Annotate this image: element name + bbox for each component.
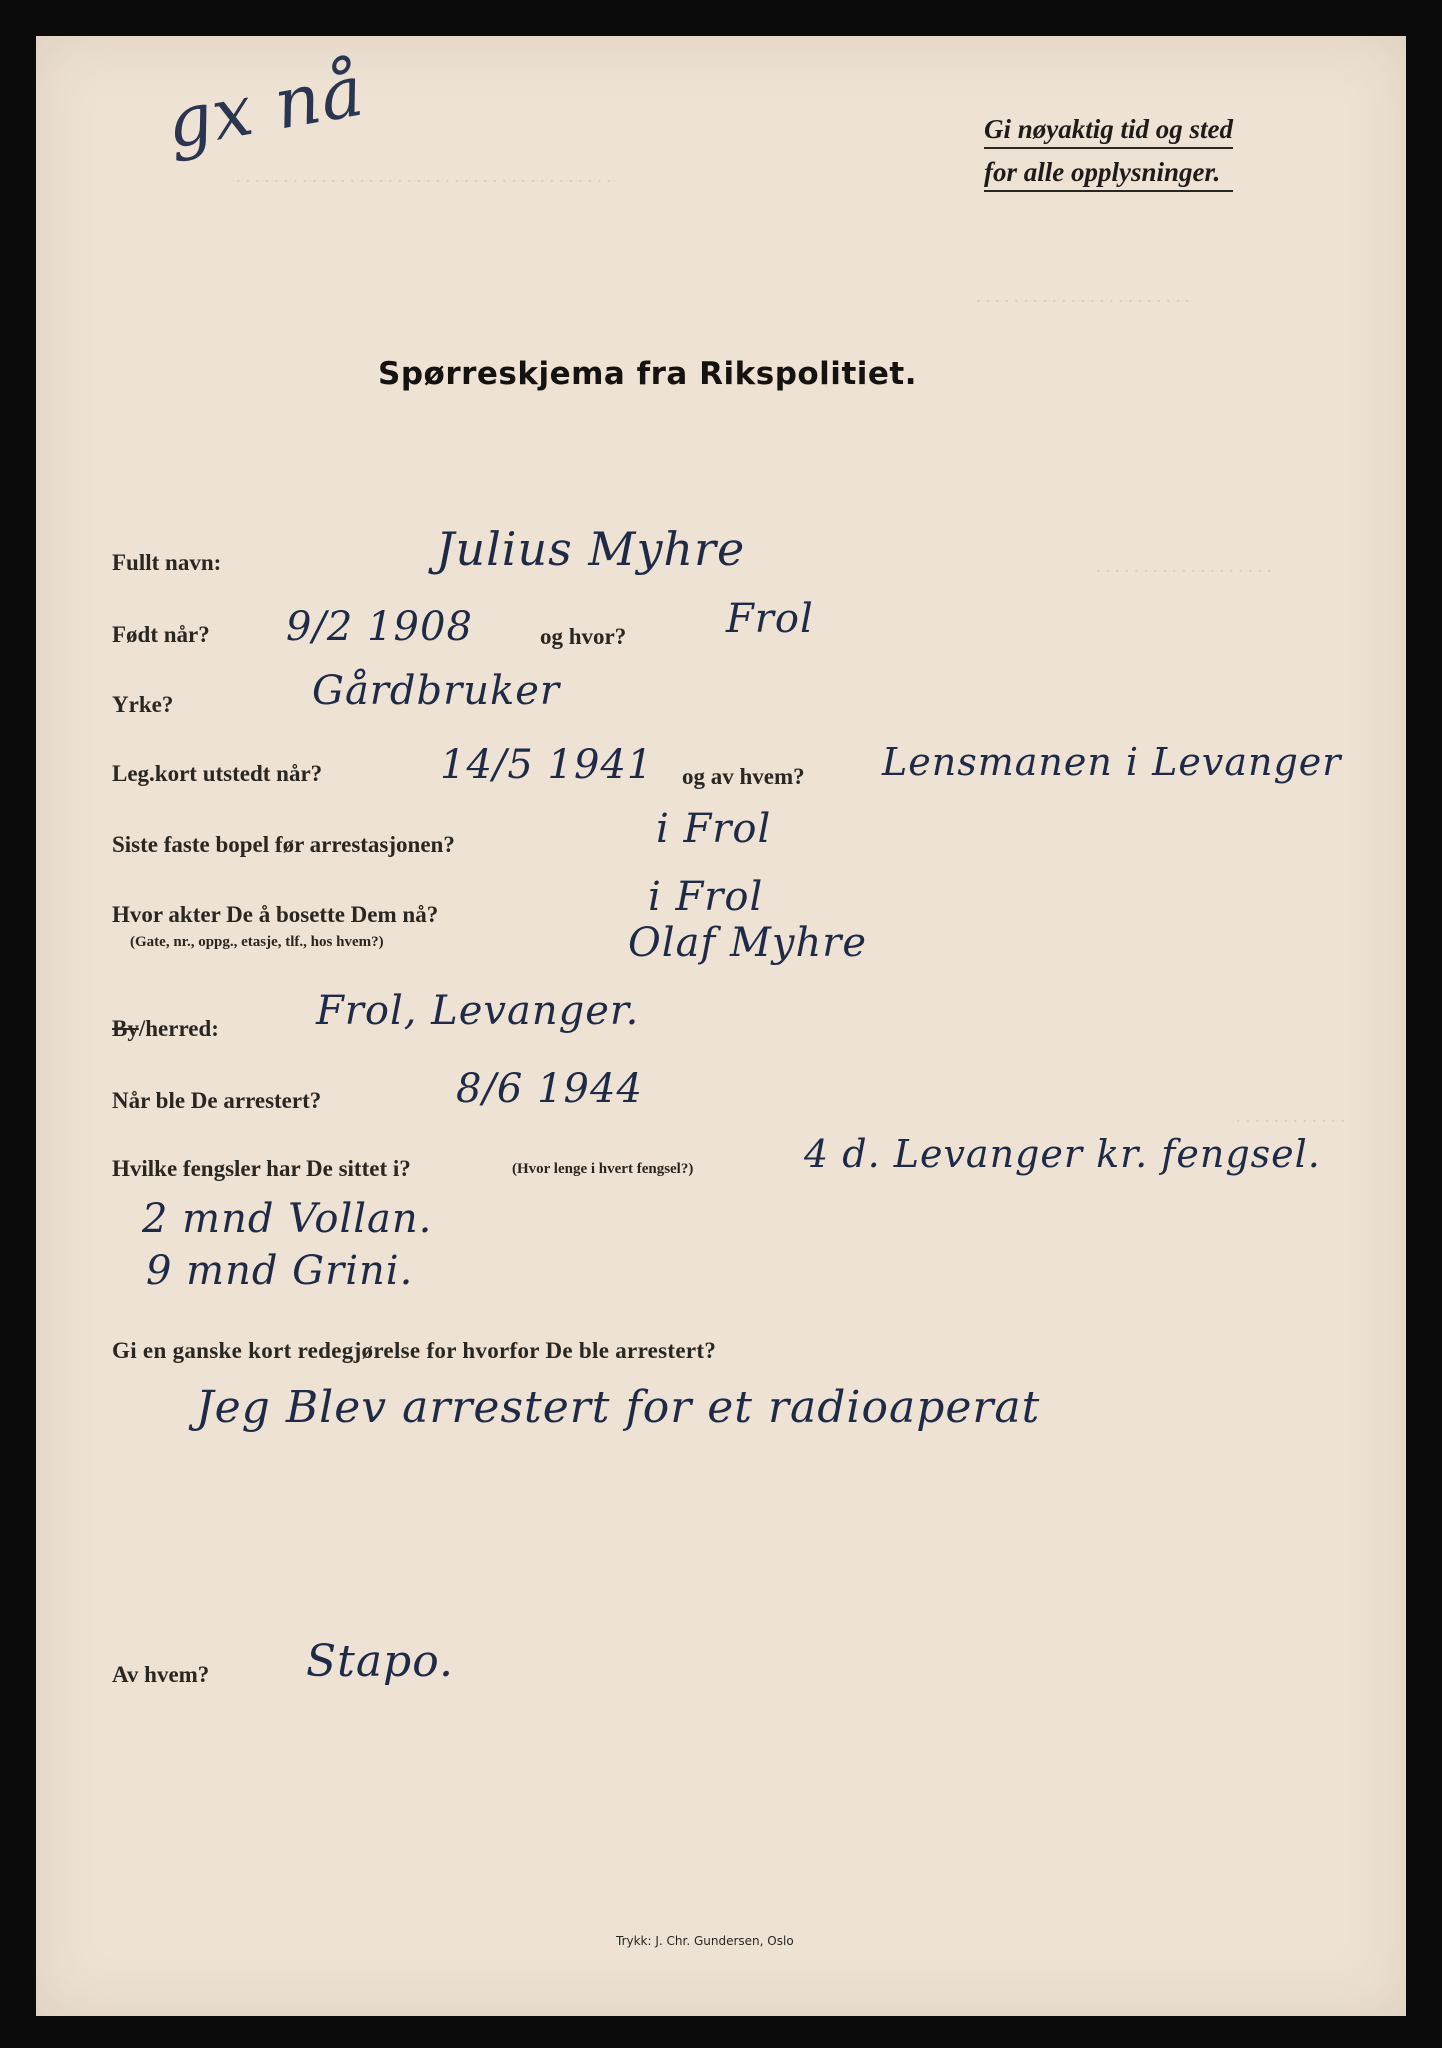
bleed-through-text: . . . . . . . . . . . . . . . . . . . . . . . — [976, 286, 1190, 307]
value-prisons-2: 2 mnd Vollan. — [142, 1196, 433, 1242]
label-arrested-by: Av hvem? — [112, 1662, 210, 1687]
label-municipality-struck: By — [112, 1016, 139, 1041]
sublabel-prisons: (Hvor lenge i hvert fengsel?) — [512, 1161, 694, 1177]
label-last-residence: Siste faste bopel før arrestasjonen? — [112, 832, 455, 857]
value-arrested-by: Stapo. — [306, 1636, 454, 1687]
value-settle-where-2: Olaf Myhre — [628, 920, 868, 966]
label-reason: Gi en ganske kort redegjørelse for hvorfor De ble arrestert? — [112, 1338, 717, 1363]
margin-mark: gx nå — [160, 49, 370, 165]
bleed-through-text: . . . . . . . . . . . . — [1236, 1106, 1346, 1127]
value-occupation: Gårdbruker — [312, 668, 561, 714]
value-reason: Jeg Blev arrestert for et radioaperat — [196, 1382, 1041, 1433]
label-settle-where: Hvor akter De å bosette Dem nå? — [112, 902, 439, 927]
value-born-when: 9/2 1908 — [286, 604, 473, 650]
instruction-note — [984, 114, 1233, 192]
sublabel-settle-where: (Gate, nr., oppg., etasje, tlf., hos hvem?) — [130, 934, 384, 950]
label-born-when: Født når? — [112, 622, 210, 647]
value-settle-where-1: i Frol — [648, 874, 764, 920]
bleed-through-text: . . . . . . . . . . . . . . . . . . . . . . . . . . . . . . . . . . . . . . . . — [236, 166, 612, 187]
label-legcard-by: og av hvem? — [682, 764, 805, 789]
value-full-name: Julius Myhre — [436, 522, 746, 576]
label-occupation: Yrke? — [112, 692, 174, 717]
value-arrested-when: 8/6 1944 — [456, 1066, 643, 1112]
instruction-note-line2: for alle opplysninger. — [984, 157, 1233, 192]
value-prisons-1: 4 d. Levanger kr. fengsel. — [804, 1132, 1321, 1176]
form-page — [36, 36, 1406, 2016]
label-prisons: Hvilke fengsler har De sittet i? — [112, 1156, 411, 1181]
label-full-name: Fullt navn: — [112, 550, 222, 575]
label-municipality-rest: /herred: — [138, 1016, 219, 1041]
value-municipality: Frol, Levanger. — [316, 988, 640, 1034]
bleed-through-text: . . . . . . . . . . . . . . . . . . . — [1096, 556, 1272, 577]
value-legcard-by: Lensmanen i Levanger — [882, 740, 1342, 784]
value-born-where: Frol — [726, 596, 814, 642]
instruction-note-line1: Gi nøyaktig tid og sted — [984, 114, 1233, 149]
printer-credit: Trykk: J. Chr. Gundersen, Oslo — [616, 1934, 794, 1948]
label-legcard-when: Leg.kort utstedt når? — [112, 761, 323, 786]
label-born-where: og hvor? — [540, 624, 627, 649]
form-title: Spørreskjema fra Rikspolitiet. — [378, 356, 918, 392]
value-last-residence: i Frol — [656, 806, 772, 852]
label-arrested-when: Når ble De arrestert? — [112, 1088, 322, 1113]
value-prisons-3: 9 mnd Grini. — [146, 1248, 414, 1294]
value-legcard-when: 14/5 1941 — [440, 742, 654, 788]
label-municipality — [112, 1016, 219, 1042]
